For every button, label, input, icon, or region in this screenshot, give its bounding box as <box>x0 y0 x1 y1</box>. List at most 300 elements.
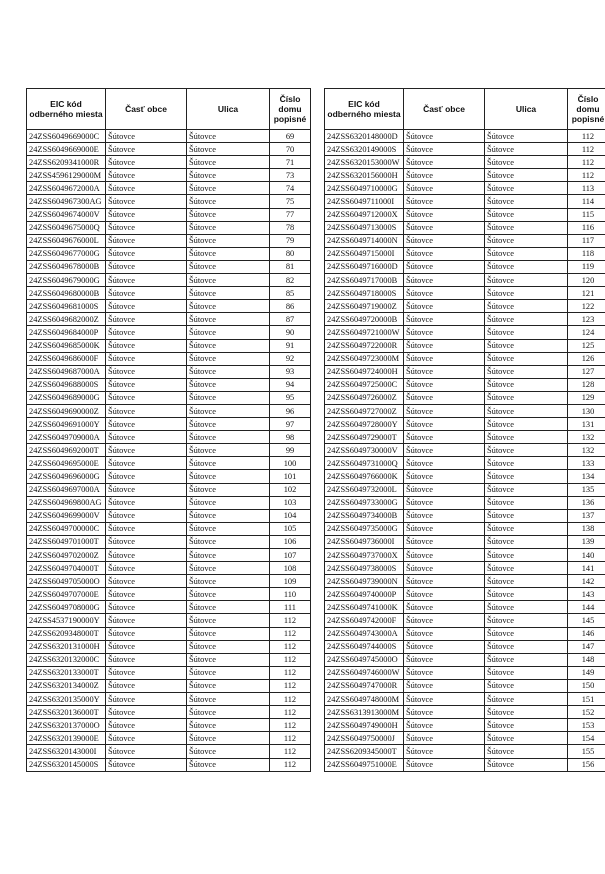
cell-street: Šútovce <box>187 693 270 706</box>
cell-street: Šútovce <box>485 326 568 339</box>
table-body-right <box>325 130 605 772</box>
table-row <box>27 522 311 535</box>
cell-eic-code: 24ZSS6049718000S <box>325 287 404 300</box>
cell-eic-code: 24ZSS6049766000K <box>325 470 404 483</box>
cell-house-number: 132 <box>568 431 605 444</box>
table-row <box>325 365 605 378</box>
cell-street: Šútovce <box>187 326 270 339</box>
cell-eic-code: 24ZSS6049705000O <box>27 575 106 588</box>
cell-house-number: 149 <box>568 666 605 679</box>
cell-street: Šútovce <box>187 575 270 588</box>
table-row <box>27 169 311 182</box>
table-row <box>27 614 311 627</box>
cell-part: Šútovce <box>106 679 187 692</box>
cell-part: Šútovce <box>106 666 187 679</box>
cell-street: Šútovce <box>485 274 568 287</box>
cell-street: Šútovce <box>485 588 568 601</box>
cell-street: Šútovce <box>485 391 568 404</box>
cell-part: Šútovce <box>404 169 485 182</box>
cell-street: Šútovce <box>485 221 568 234</box>
cell-part: Šútovce <box>404 221 485 234</box>
table-row <box>325 509 605 522</box>
table-row <box>27 483 311 496</box>
cell-house-number: 112 <box>270 614 311 627</box>
cell-eic-code: 24ZSS6209345000T <box>325 745 404 758</box>
table-row <box>27 365 311 378</box>
cell-house-number: 112 <box>568 130 605 143</box>
cell-street: Šútovce <box>187 260 270 273</box>
table-row <box>325 601 605 614</box>
table-row <box>27 457 311 470</box>
cell-part: Šútovce <box>106 627 187 640</box>
table-row <box>27 444 311 457</box>
cell-part: Šútovce <box>404 247 485 260</box>
cell-eic-code: 24ZSS6049730000V <box>325 444 404 457</box>
cell-street: Šútovce <box>485 313 568 326</box>
cell-eic-code: 24ZSS6320153000W <box>325 156 404 169</box>
cell-part: Šútovce <box>106 732 187 745</box>
cell-street: Šútovce <box>187 300 270 313</box>
table-row <box>27 666 311 679</box>
cell-street: Šútovce <box>187 509 270 522</box>
table-row <box>325 496 605 509</box>
cell-eic-code: 24ZSS6320156000H <box>325 169 404 182</box>
cell-eic-code: 24ZSS6049672000A <box>27 182 106 195</box>
cell-eic-code: 24ZSS6049695000E <box>27 457 106 470</box>
cell-street: Šútovce <box>485 706 568 719</box>
table-row <box>27 693 311 706</box>
table-row <box>325 300 605 313</box>
cell-part: Šútovce <box>404 496 485 509</box>
cell-house-number: 74 <box>270 182 311 195</box>
cell-house-number: 112 <box>270 679 311 692</box>
cell-eic-code: 24ZSS6049680000B <box>27 287 106 300</box>
cell-part: Šútovce <box>106 418 187 431</box>
cell-eic-code: 24ZSS4537190000Y <box>27 614 106 627</box>
cell-house-number: 123 <box>568 313 605 326</box>
cell-house-number: 130 <box>568 404 605 417</box>
table-row <box>27 404 311 417</box>
table-row <box>325 745 605 758</box>
cell-part: Šútovce <box>106 706 187 719</box>
cell-house-number: 103 <box>270 496 311 509</box>
table-row <box>27 496 311 509</box>
cell-eic-code: 24ZSS6049715000I <box>325 247 404 260</box>
table-row <box>27 745 311 758</box>
table-row <box>27 758 311 771</box>
cell-part: Šútovce <box>106 313 187 326</box>
cell-eic-code: 24ZSS6049728000Y <box>325 418 404 431</box>
cell-part: Šútovce <box>404 470 485 483</box>
cell-street: Šútovce <box>187 274 270 287</box>
cell-part: Šútovce <box>404 431 485 444</box>
cell-part: Šútovce <box>404 234 485 247</box>
cell-house-number: 109 <box>270 575 311 588</box>
table-row <box>27 509 311 522</box>
cell-eic-code: 24ZSS6049687000A <box>27 365 106 378</box>
cell-house-number: 80 <box>270 247 311 260</box>
cell-street: Šútovce <box>485 483 568 496</box>
cell-eic-code: 24ZSS6049714000N <box>325 234 404 247</box>
cell-eic-code: 24ZSS6049704000T <box>27 562 106 575</box>
cell-part: Šútovce <box>404 352 485 365</box>
cell-street: Šútovce <box>485 535 568 548</box>
cell-eic-code: 24ZSS6049712000X <box>325 208 404 221</box>
table-row <box>27 260 311 273</box>
cell-eic-code: 24ZSS6320136000T <box>27 706 106 719</box>
header-part: Časť obce <box>404 89 485 130</box>
cell-part: Šútovce <box>106 745 187 758</box>
cell-part: Šútovce <box>106 483 187 496</box>
table-row <box>27 391 311 404</box>
cell-street: Šútovce <box>485 195 568 208</box>
cell-eic-code: 24ZSS6049737000X <box>325 549 404 562</box>
cell-eic-code: 24ZSS6209341000R <box>27 156 106 169</box>
cell-eic-code: 24ZSS6049700000C <box>27 522 106 535</box>
cell-street: Šútovce <box>187 169 270 182</box>
cell-part: Šútovce <box>106 549 187 562</box>
cell-street: Šútovce <box>187 627 270 640</box>
address-table-left <box>26 88 311 772</box>
cell-part: Šútovce <box>404 562 485 575</box>
header-street: Ulica <box>187 89 270 130</box>
table-row <box>325 483 605 496</box>
cell-street: Šútovce <box>187 156 270 169</box>
table-row <box>325 679 605 692</box>
cell-part: Šútovce <box>404 575 485 588</box>
cell-street: Šútovce <box>485 640 568 653</box>
cell-street: Šútovce <box>187 195 270 208</box>
cell-street: Šútovce <box>187 706 270 719</box>
cell-part: Šútovce <box>106 509 187 522</box>
cell-eic-code: 24ZSS6049678000B <box>27 260 106 273</box>
cell-street: Šútovce <box>187 653 270 666</box>
cell-house-number: 146 <box>568 627 605 640</box>
table-row <box>325 627 605 640</box>
cell-part: Šútovce <box>404 732 485 745</box>
cell-eic-code: 24ZSS6320133000T <box>27 666 106 679</box>
cell-part: Šútovce <box>106 143 187 156</box>
cell-house-number: 128 <box>568 378 605 391</box>
table-row <box>325 732 605 745</box>
cell-street: Šútovce <box>485 457 568 470</box>
cell-eic-code: 24ZSS6320131000H <box>27 640 106 653</box>
cell-house-number: 150 <box>568 679 605 692</box>
cell-street: Šútovce <box>485 404 568 417</box>
cell-house-number: 126 <box>568 352 605 365</box>
cell-house-number: 112 <box>270 693 311 706</box>
cell-part: Šútovce <box>404 457 485 470</box>
cell-part: Šútovce <box>404 627 485 640</box>
cell-house-number: 118 <box>568 247 605 260</box>
cell-part: Šútovce <box>106 339 187 352</box>
cell-house-number: 138 <box>568 522 605 535</box>
cell-street: Šútovce <box>485 509 568 522</box>
cell-house-number: 154 <box>568 732 605 745</box>
cell-house-number: 156 <box>568 758 605 771</box>
table-row <box>325 195 605 208</box>
cell-house-number: 117 <box>568 234 605 247</box>
cell-eic-code: 24ZSS6313913000M <box>325 706 404 719</box>
cell-house-number: 151 <box>568 693 605 706</box>
cell-house-number: 104 <box>270 509 311 522</box>
address-table-right <box>324 88 605 772</box>
cell-part: Šútovce <box>106 614 187 627</box>
cell-eic-code: 24ZSS6049727000Z <box>325 404 404 417</box>
cell-street: Šútovce <box>187 535 270 548</box>
cell-part: Šútovce <box>404 208 485 221</box>
cell-street: Šútovce <box>187 601 270 614</box>
cell-house-number: 113 <box>568 182 605 195</box>
cell-street: Šútovce <box>187 640 270 653</box>
cell-part: Šútovce <box>106 156 187 169</box>
cell-house-number: 133 <box>568 457 605 470</box>
cell-eic-code: 24ZSS6049720000B <box>325 313 404 326</box>
table-row <box>27 352 311 365</box>
table-row <box>325 470 605 483</box>
cell-eic-code: 24ZSS6049723000M <box>325 352 404 365</box>
cell-eic-code: 24ZSS6049749000H <box>325 719 404 732</box>
cell-part: Šútovce <box>404 653 485 666</box>
cell-street: Šútovce <box>485 562 568 575</box>
header-street: Ulica <box>485 89 568 130</box>
cell-house-number: 81 <box>270 260 311 273</box>
cell-street: Šútovce <box>485 169 568 182</box>
cell-house-number: 112 <box>568 169 605 182</box>
table-row <box>325 535 605 548</box>
cell-eic-code: 24ZSS6049677000G <box>27 247 106 260</box>
cell-eic-code: 24ZSS6049707000E <box>27 588 106 601</box>
cell-eic-code: 24ZSS6049739000N <box>325 575 404 588</box>
cell-part: Šútovce <box>106 535 187 548</box>
cell-house-number: 122 <box>568 300 605 313</box>
cell-eic-code: 24ZSS6049721000W <box>325 326 404 339</box>
cell-eic-code: 24ZSS6049751000E <box>325 758 404 771</box>
table-row <box>325 169 605 182</box>
cell-house-number: 82 <box>270 274 311 287</box>
table-row <box>27 575 311 588</box>
cell-eic-code: 24ZSS6049711000I <box>325 195 404 208</box>
cell-part: Šútovce <box>404 758 485 771</box>
cell-house-number: 112 <box>270 666 311 679</box>
cell-eic-code: 24ZSS6049746000W <box>325 666 404 679</box>
cell-part: Šútovce <box>106 601 187 614</box>
cell-eic-code: 24ZSS6049689000G <box>27 391 106 404</box>
cell-part: Šútovce <box>404 274 485 287</box>
cell-eic-code: 24ZSS6320145000S <box>27 758 106 771</box>
cell-street: Šútovce <box>485 601 568 614</box>
cell-street: Šútovce <box>187 391 270 404</box>
cell-house-number: 78 <box>270 221 311 234</box>
cell-street: Šútovce <box>485 339 568 352</box>
table-row <box>325 260 605 273</box>
table-row <box>325 758 605 771</box>
cell-street: Šútovce <box>485 431 568 444</box>
cell-house-number: 95 <box>270 391 311 404</box>
cell-house-number: 85 <box>270 287 311 300</box>
cell-part: Šútovce <box>106 195 187 208</box>
cell-part: Šútovce <box>404 378 485 391</box>
cell-eic-code: 24ZSS6049722000R <box>325 339 404 352</box>
cell-house-number: 139 <box>568 535 605 548</box>
cell-street: Šútovce <box>187 758 270 771</box>
cell-house-number: 70 <box>270 143 311 156</box>
table-row <box>325 352 605 365</box>
cell-part: Šútovce <box>106 719 187 732</box>
table-row <box>325 431 605 444</box>
table-row <box>325 562 605 575</box>
cell-street: Šútovce <box>485 247 568 260</box>
cell-eic-code: 24ZSS4596129000M <box>27 169 106 182</box>
table-row <box>27 549 311 562</box>
cell-house-number: 112 <box>270 719 311 732</box>
cell-street: Šútovce <box>187 431 270 444</box>
table-header-row <box>27 89 311 130</box>
table-row <box>325 234 605 247</box>
cell-eic-code: 24ZSS6049684000P <box>27 326 106 339</box>
table-row <box>27 300 311 313</box>
cell-house-number: 137 <box>568 509 605 522</box>
table-row <box>27 719 311 732</box>
table-body-left <box>27 130 311 772</box>
cell-eic-code: 24ZSS6049685000K <box>27 339 106 352</box>
cell-part: Šútovce <box>106 640 187 653</box>
cell-part: Šútovce <box>106 365 187 378</box>
cell-eic-code: 24ZSS6049688000S <box>27 378 106 391</box>
cell-street: Šútovce <box>485 260 568 273</box>
cell-part: Šútovce <box>106 378 187 391</box>
cell-eic-code: 24ZSS6049674000V <box>27 208 106 221</box>
cell-street: Šútovce <box>485 287 568 300</box>
cell-eic-code: 24ZSS6049719000Z <box>325 300 404 313</box>
cell-street: Šútovce <box>485 470 568 483</box>
cell-street: Šútovce <box>485 130 568 143</box>
table-row <box>27 378 311 391</box>
cell-eic-code: 24ZSS6049713000S <box>325 221 404 234</box>
cell-street: Šútovce <box>187 483 270 496</box>
cell-eic-code: 24ZSS6049738000S <box>325 562 404 575</box>
cell-street: Šútovce <box>187 365 270 378</box>
cell-eic-code: 24ZSS6049734000B <box>325 509 404 522</box>
cell-house-number: 86 <box>270 300 311 313</box>
cell-eic-code: 24ZSS6049724000H <box>325 365 404 378</box>
cell-street: Šútovce <box>485 378 568 391</box>
cell-part: Šútovce <box>106 221 187 234</box>
table-row <box>27 706 311 719</box>
cell-part: Šútovce <box>404 666 485 679</box>
cell-house-number: 124 <box>568 326 605 339</box>
cell-street: Šútovce <box>485 627 568 640</box>
table-row <box>27 208 311 221</box>
cell-part: Šútovce <box>404 156 485 169</box>
cell-eic-code: 24ZSS6049733000G <box>325 496 404 509</box>
cell-eic-code: 24ZSS6320148000D <box>325 130 404 143</box>
table-row <box>27 143 311 156</box>
cell-street: Šútovce <box>485 745 568 758</box>
table-row <box>27 431 311 444</box>
table-row <box>325 719 605 732</box>
header-number: Číslo domu popisné <box>568 89 605 130</box>
cell-part: Šútovce <box>404 693 485 706</box>
cell-house-number: 125 <box>568 339 605 352</box>
table-row <box>27 679 311 692</box>
cell-street: Šútovce <box>187 287 270 300</box>
table-row <box>27 326 311 339</box>
cell-part: Šútovce <box>106 247 187 260</box>
cell-eic-code: 24ZSS6049669000E <box>27 143 106 156</box>
cell-street: Šútovce <box>187 418 270 431</box>
table-row <box>27 221 311 234</box>
table-row <box>325 614 605 627</box>
table-row <box>27 339 311 352</box>
table-row <box>27 195 311 208</box>
cell-part: Šútovce <box>404 365 485 378</box>
cell-part: Šútovce <box>404 535 485 548</box>
cell-part: Šútovce <box>404 143 485 156</box>
table-row <box>325 313 605 326</box>
cell-house-number: 120 <box>568 274 605 287</box>
table-row <box>27 182 311 195</box>
cell-street: Šútovce <box>187 562 270 575</box>
cell-street: Šútovce <box>187 614 270 627</box>
cell-house-number: 153 <box>568 719 605 732</box>
cell-part: Šútovce <box>404 640 485 653</box>
cell-eic-code: 24ZSS6049691000Y <box>27 418 106 431</box>
table-row <box>325 575 605 588</box>
table-row <box>325 640 605 653</box>
table-row <box>325 653 605 666</box>
cell-street: Šútovce <box>485 234 568 247</box>
table-row <box>325 156 605 169</box>
table-row <box>325 182 605 195</box>
cell-house-number: 97 <box>270 418 311 431</box>
cell-part: Šútovce <box>106 130 187 143</box>
cell-house-number: 112 <box>270 745 311 758</box>
cell-eic-code: 24ZSS6320134000Z <box>27 679 106 692</box>
cell-street: Šútovce <box>485 156 568 169</box>
cell-street: Šútovce <box>485 693 568 706</box>
cell-house-number: 90 <box>270 326 311 339</box>
cell-part: Šútovce <box>404 182 485 195</box>
cell-eic-code: 24ZSS6049675000Q <box>27 221 106 234</box>
table-row <box>27 588 311 601</box>
cell-eic-code: 24ZSS6049732000L <box>325 483 404 496</box>
cell-eic-code: 24ZSS6049696000G <box>27 470 106 483</box>
cell-eic-code: 24ZSS6320132000C <box>27 653 106 666</box>
cell-house-number: 112 <box>270 627 311 640</box>
cell-house-number: 143 <box>568 588 605 601</box>
cell-house-number: 71 <box>270 156 311 169</box>
cell-eic-code: 24ZSS6049725000C <box>325 378 404 391</box>
cell-house-number: 141 <box>568 562 605 575</box>
cell-street: Šútovce <box>485 365 568 378</box>
cell-part: Šútovce <box>106 653 187 666</box>
cell-street: Šútovce <box>187 404 270 417</box>
cell-house-number: 79 <box>270 234 311 247</box>
cell-part: Šútovce <box>106 326 187 339</box>
cell-street: Šútovce <box>187 182 270 195</box>
cell-street: Šútovce <box>485 300 568 313</box>
cell-street: Šútovce <box>485 719 568 732</box>
cell-part: Šútovce <box>106 169 187 182</box>
table-row <box>325 444 605 457</box>
cell-house-number: 112 <box>568 156 605 169</box>
cell-eic-code: 24ZSS6049701000T <box>27 535 106 548</box>
table-row <box>27 247 311 260</box>
table-row <box>27 274 311 287</box>
table-row <box>325 339 605 352</box>
cell-part: Šútovce <box>404 391 485 404</box>
